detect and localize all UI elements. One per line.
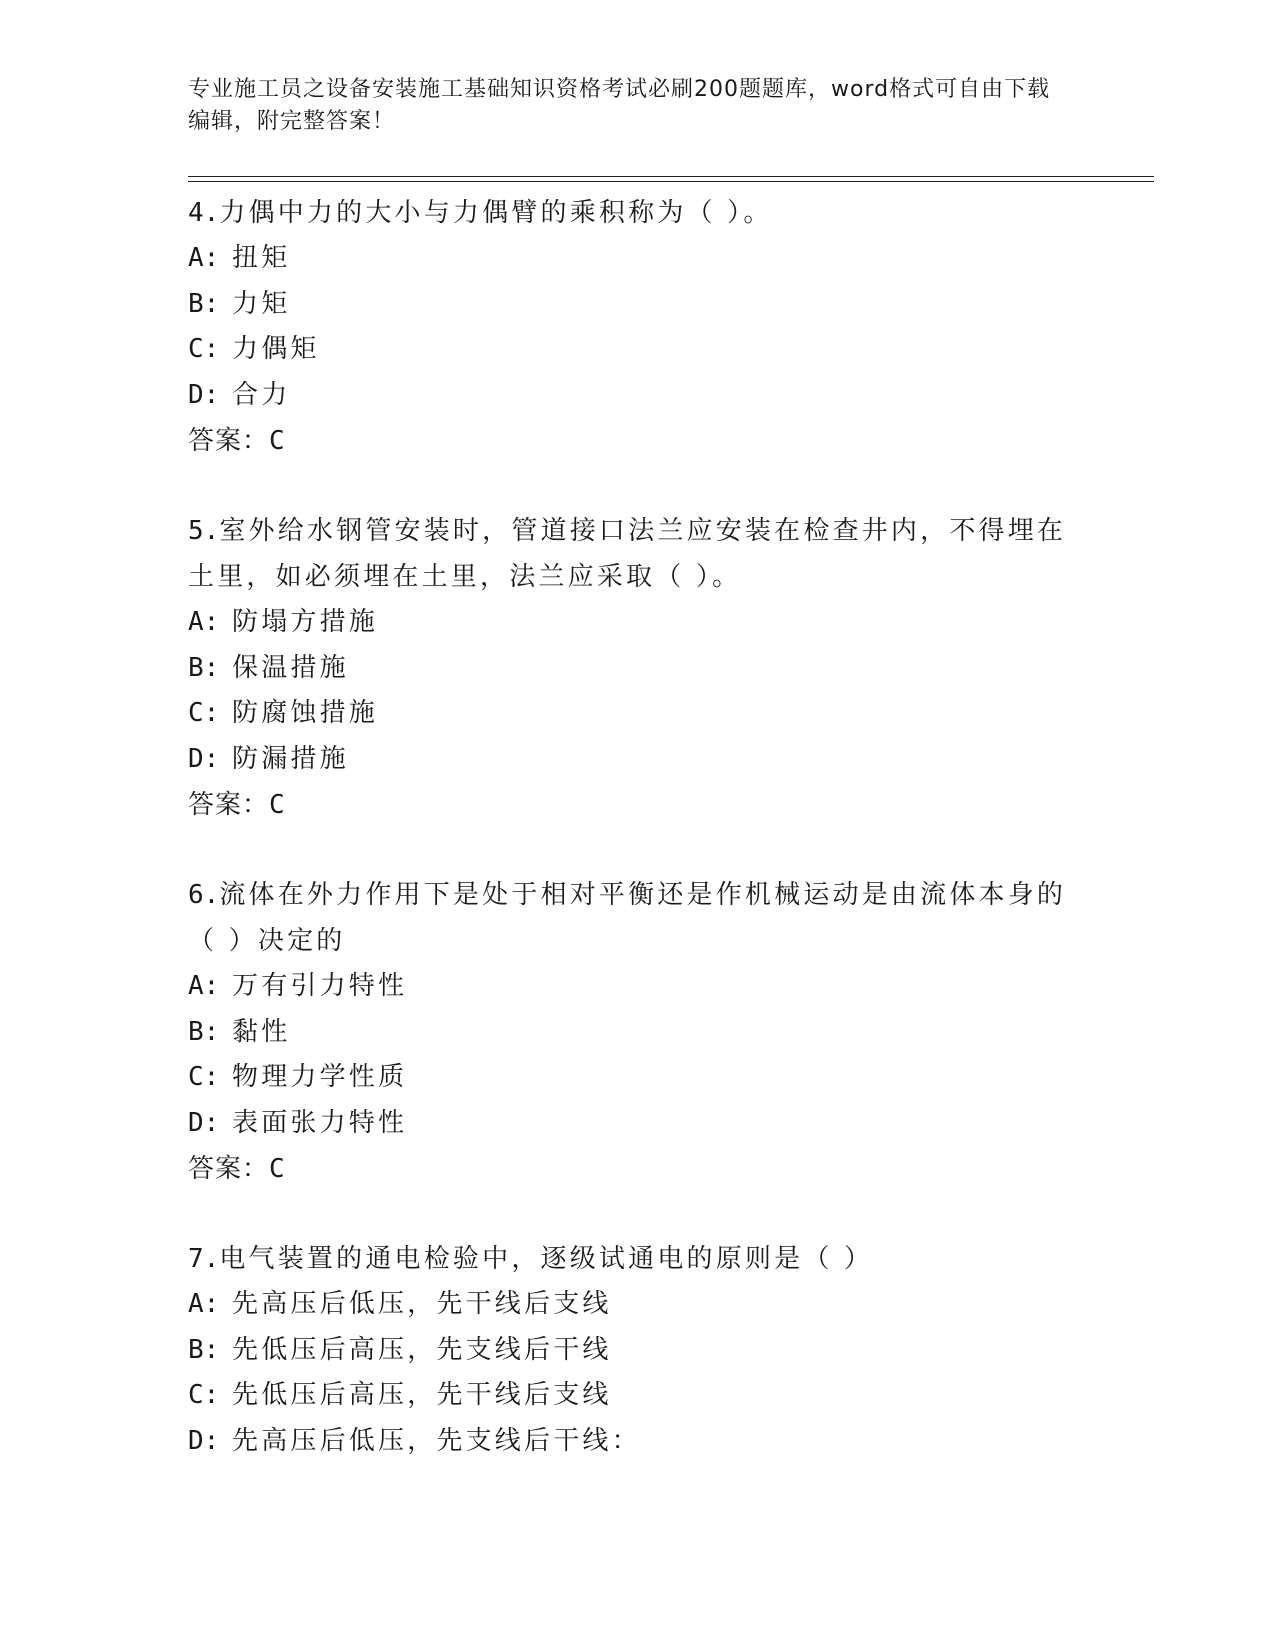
answer-label: 答案： [188, 790, 270, 820]
option-key: D: [188, 1107, 220, 1138]
option-d [188, 737, 1088, 783]
answer-line [188, 782, 1088, 828]
question-number: 7. [188, 1244, 220, 1274]
answer-label: 答案： [188, 1154, 270, 1184]
option-text: 先低压后高压，先干线后支线 [232, 1380, 612, 1410]
option-key: A: [188, 971, 220, 1001]
question-stem [188, 190, 1088, 236]
question-text: 电气装置的通电检验中，逐级试通电的原则是（ ） [219, 1244, 874, 1274]
option-text: 力矩 [232, 288, 291, 319]
option-key: B: [188, 288, 220, 319]
question-stem [188, 1236, 1088, 1282]
answer-value: C [269, 790, 286, 820]
option-b [188, 282, 1088, 328]
option-c [188, 327, 1088, 373]
option-key: A: [188, 607, 220, 637]
answer-value: C [269, 426, 286, 456]
option-text: 表面张力特性 [232, 1107, 408, 1138]
option-text: 防塌方措施 [232, 607, 379, 637]
option-d [188, 1419, 1088, 1465]
answer-line [188, 418, 1088, 464]
option-text: 防漏措施 [232, 743, 349, 774]
question-6 [188, 872, 1088, 1192]
option-key: A: [188, 1289, 220, 1319]
question-4 [188, 190, 1088, 464]
answer-value: C [269, 1154, 286, 1184]
option-text: 先高压后低压，先支线后干线： [232, 1425, 641, 1456]
option-b [188, 646, 1088, 692]
document-header: 专业施工员之设备安装施工基础知识资格考试必刷200题题库，word格式可自由下载编辑，附完整答案！ [188, 77, 1051, 134]
option-text: 力偶矩 [232, 334, 320, 364]
option-text: 扭矩 [232, 243, 291, 273]
question-number: 4. [188, 198, 220, 228]
option-key: B: [188, 1016, 220, 1047]
question-stem-continued: 土里，如必须埋在土里，法兰应采取（ ）。 [188, 562, 742, 592]
option-text: 物理力学性质 [232, 1062, 408, 1092]
option-key: C: [188, 698, 220, 728]
option-key: D: [188, 379, 220, 410]
option-key: D: [188, 743, 220, 774]
header-divider-bottom [188, 181, 1154, 182]
question-text: 流体在外力作用下是处于相对平衡还是作机械运动是由流体本身的 [219, 880, 1067, 910]
option-key: A: [188, 243, 220, 273]
option-key: B: [188, 652, 220, 683]
answer-line [188, 1146, 1088, 1192]
question-list [188, 190, 1088, 1508]
option-c [188, 1373, 1088, 1419]
option-key: C: [188, 1380, 220, 1410]
option-key: B: [188, 1334, 220, 1365]
option-text: 万有引力特性 [232, 971, 408, 1001]
header-divider-top [188, 176, 1154, 177]
question-stem [188, 872, 1088, 918]
question-number: 6. [188, 880, 220, 910]
option-c [188, 1055, 1088, 1101]
answer-label: 答案： [188, 426, 270, 456]
option-key: D: [188, 1425, 220, 1456]
option-d [188, 1101, 1088, 1147]
option-key: C: [188, 334, 220, 364]
option-text: 先高压后低压，先干线后支线 [232, 1289, 612, 1319]
question-text: 力偶中力的大小与力偶臂的乘积称为（ ）。 [219, 198, 773, 228]
option-text: 合力 [232, 379, 291, 410]
option-text: 黏性 [232, 1016, 291, 1047]
option-b [188, 1010, 1088, 1056]
option-a [188, 600, 1088, 646]
option-a [188, 236, 1088, 282]
option-a [188, 964, 1088, 1010]
option-d [188, 373, 1088, 419]
option-text: 防腐蚀措施 [232, 698, 379, 728]
question-5 [188, 508, 1088, 828]
option-a [188, 1282, 1088, 1328]
option-c [188, 691, 1088, 737]
option-text: 先低压后高压，先支线后干线 [232, 1334, 612, 1365]
question-stem-continued: （ ）决定的 [188, 926, 346, 956]
question-stem [188, 508, 1088, 554]
question-7 [188, 1236, 1088, 1464]
option-b [188, 1328, 1088, 1374]
question-text: 室外给水钢管安装时，管道接口法兰应安装在检查井内，不得埋在 [219, 516, 1067, 546]
question-number: 5. [188, 516, 220, 546]
option-key: C: [188, 1062, 220, 1092]
option-text: 保温措施 [232, 652, 349, 683]
